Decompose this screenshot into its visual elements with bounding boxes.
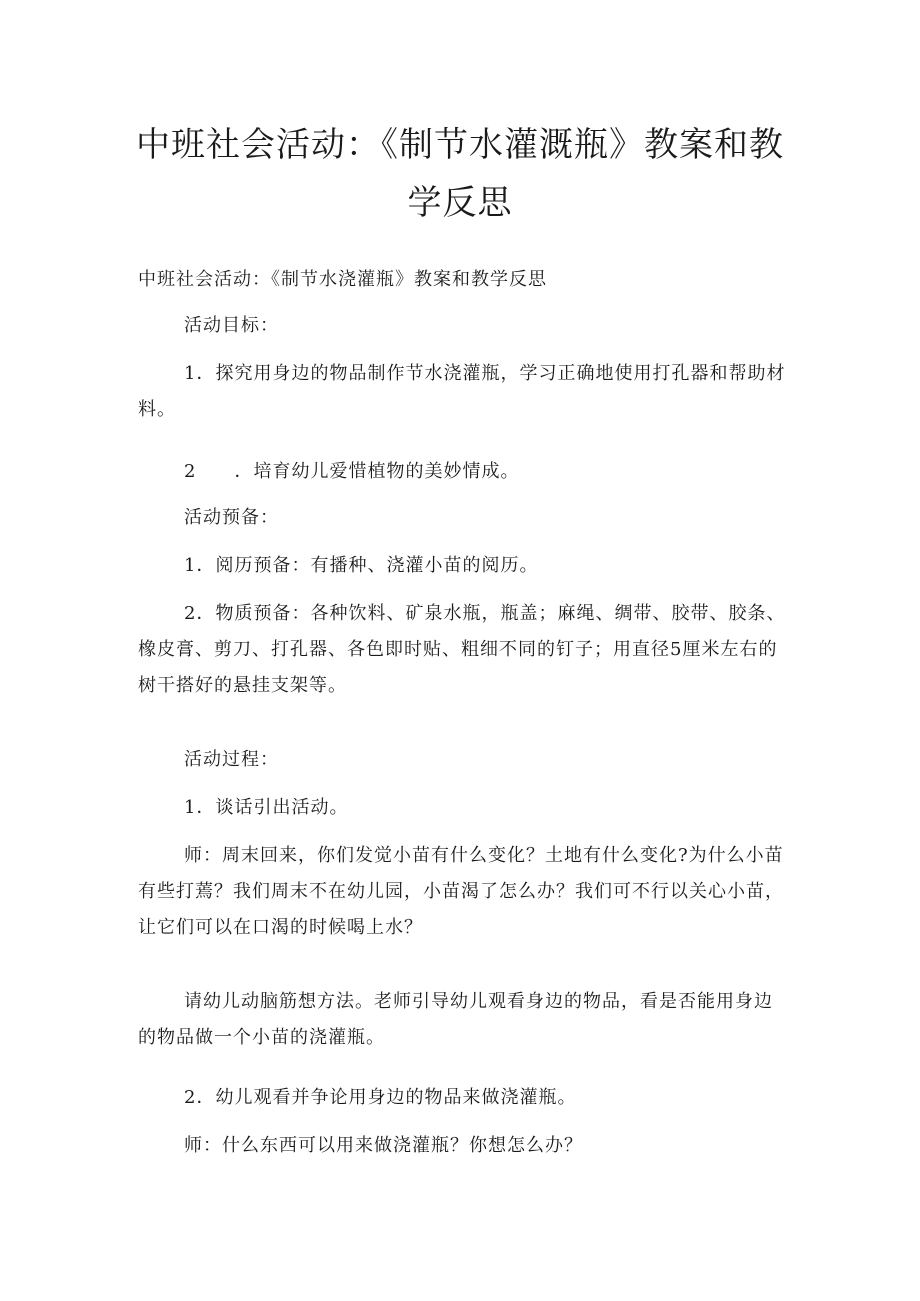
paragraph-think-method: 请幼儿动脑筋想方法。老师引导幼儿观看身边的物品，看是否能用身边的物品做一个小苗的浇灌瓶。 — [138, 991, 773, 1048]
paragraph-prep-heading: 活动预备： — [184, 507, 279, 528]
paragraph-process-heading: 活动过程： — [184, 749, 279, 770]
paragraph-teacher-question-2: 师：什么东西可以用来做浇灌瓶？你想怎么办？ — [184, 1135, 583, 1156]
paragraph-goal-2: 2 ．培育幼儿爱惜植物的美妙情成。 — [184, 461, 520, 482]
paragraph-goal-1: 1．探究用身边的物品制作节水浇灌瓶，学习正确地使用打孔器和帮助材料。 — [138, 363, 786, 420]
paragraph-prep-1: 1．阅历预备：有播种、浇灌小苗的阅历。 — [184, 555, 539, 576]
paragraph-goals-heading: 活动目标： — [184, 315, 279, 336]
paragraph-process-2: 2．幼儿观看并争论用身边的物品来做浇灌瓶。 — [184, 1087, 577, 1108]
paragraph-subtitle: 中班社会活动：《制节水浇灌瓶》教案和教学反思 — [138, 269, 547, 290]
document-title: 中班社会活动：《制节水灌溉瓶》教案和教学反思 — [136, 125, 784, 223]
paragraph-teacher-question: 师：周末回来，你们发觉小苗有什么变化？土地有什么变化?为什么小苗有些打蔫？我们周末不在幼儿园，小苗渴了怎么办？我们可不行以关心小苗，让它们可以在口渴的时候喝上水？ — [138, 845, 784, 938]
paragraph-process-1: 1．谈话引出活动。 — [184, 797, 349, 818]
paragraph-prep-2: 2．物质预备：各种饮料、矿泉水瓶，瓶盖；麻绳、绸带、胶带、胶条、橡皮膏、剪刀、打孔器、各色即时贴、粗细不同的钉子；用直径5厘米左右的树干搭好的悬挂支架等。 — [138, 603, 786, 696]
